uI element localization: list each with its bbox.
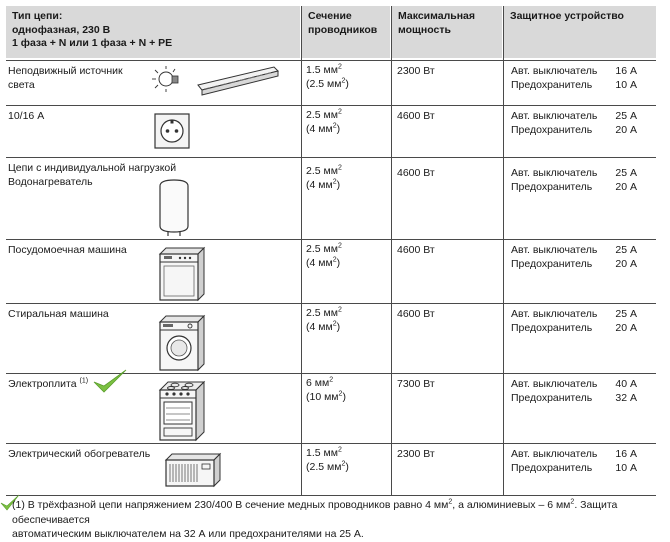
fuse-value: 20 А <box>615 258 637 271</box>
row-name-line1: Стиральная машина <box>8 308 109 320</box>
header-max-power-line2: мощность <box>398 23 451 36</box>
header-cross-section <box>302 6 390 58</box>
row-name-line2: Водонагреватель <box>8 176 93 189</box>
section-exponent: 2 <box>337 63 342 71</box>
footnote <box>12 498 652 542</box>
fuse-value: 20 А <box>615 322 637 335</box>
row-name-line2: света <box>8 79 35 92</box>
footnote-text-line2: автоматическим выключателем на 32 А или предохранителями на 25 А. <box>12 528 364 541</box>
electric-stove-icon <box>158 380 208 446</box>
row-name <box>8 243 158 257</box>
breaker-value: 16 А <box>615 448 637 460</box>
section-exponent: 2 <box>337 108 342 116</box>
header-circuit-type-line1: Тип цепи: <box>12 10 63 22</box>
breaker-label: Авт. выключатель <box>511 378 598 390</box>
row-name <box>8 447 158 461</box>
row-max-power: 4600 Вт <box>397 110 435 122</box>
header-cross-section-line2: проводников <box>308 23 378 36</box>
section-close: ) <box>336 321 341 334</box>
breaker-label: Авт. выключатель <box>511 110 598 122</box>
section-alt-value: (10 мм <box>306 391 339 404</box>
header-max-power <box>392 6 502 58</box>
row-name-line1: Неподвижный источник <box>8 65 123 77</box>
fuse-value: 20 А <box>615 181 637 194</box>
row-cross-section <box>306 376 390 404</box>
fuse-label: Предохранитель <box>511 124 593 137</box>
table-row <box>6 60 656 106</box>
section-alt-value: (4 мм <box>306 123 333 136</box>
header-circuit-type-line3: 1 фаза + N или 1 фаза + N + PE <box>12 37 173 50</box>
section-close: ) <box>345 78 349 91</box>
footnote-exponent: 2 <box>570 498 575 506</box>
row-max-power: 2300 Вт <box>397 65 435 77</box>
water-heater-icon <box>156 178 192 240</box>
row-name <box>8 64 158 92</box>
section-exponent: 2 <box>337 446 342 454</box>
washing-machine-icon <box>158 314 208 376</box>
row-cross-section <box>306 63 390 91</box>
socket-icon <box>153 112 193 156</box>
footnote-exponent: 2 <box>448 498 453 506</box>
fuse-label: Предохранитель <box>511 322 593 335</box>
section-close: ) <box>345 461 349 474</box>
table-row <box>6 303 656 374</box>
breaker-value: 16 А <box>615 65 637 77</box>
fuse-label: Предохранитель <box>511 79 593 92</box>
section-exponent: 2 <box>332 320 337 328</box>
section-alt-value: (4 мм <box>306 179 333 192</box>
fuse-label: Предохранитель <box>511 181 593 194</box>
fuse-label: Предохранитель <box>511 392 593 405</box>
fuse-value: 32 А <box>615 392 637 405</box>
section-value: 1.5 мм <box>306 64 338 76</box>
table-row <box>6 373 656 444</box>
row-protection <box>511 377 637 405</box>
checkmark-icon <box>92 368 128 400</box>
row-protection <box>511 307 637 335</box>
footnote-text-part3: . Защита обеспечивается <box>12 499 618 526</box>
section-alt-value: (2.5 мм <box>306 78 342 91</box>
section-value: 6 мм <box>306 377 330 389</box>
header-max-power-line1: Максимальная <box>398 10 476 22</box>
breaker-label: Авт. выключатель <box>511 244 598 256</box>
table-row <box>6 157 656 240</box>
breaker-value: 25 А <box>615 110 637 122</box>
row-name-line1: Посудомоечная машина <box>8 244 127 256</box>
header-circuit-type-line2: однофазная, 230 В <box>12 23 111 36</box>
row-cross-section <box>306 242 390 270</box>
section-value: 2.5 мм <box>306 307 338 319</box>
row-protection <box>511 243 637 271</box>
table-row <box>6 239 656 304</box>
row-name <box>8 109 158 123</box>
row-name-line1: Электрический обогреватель <box>8 448 151 460</box>
row-max-power: 7300 Вт <box>397 378 435 390</box>
breaker-value: 25 А <box>615 167 637 179</box>
table-bottom-rule <box>6 495 656 496</box>
fuse-label: Предохранитель <box>511 258 593 271</box>
section-value: 2.5 мм <box>306 165 338 177</box>
row-name-line1: 10/16 А <box>8 110 45 122</box>
fuse-label: Предохранитель <box>511 462 593 475</box>
row-protection <box>511 64 637 92</box>
row-protection <box>511 447 637 475</box>
header-protection-device <box>504 6 656 58</box>
section-alt-value: (4 мм <box>306 257 333 270</box>
row-name <box>8 307 158 321</box>
footnote-reference: (1) <box>79 377 89 385</box>
wiring-table <box>6 6 656 496</box>
section-close: ) <box>336 257 341 270</box>
row-name-line1: Цепи с индивидуальной нагрузкой <box>8 162 177 174</box>
light-fixture-icon <box>146 63 286 107</box>
section-exponent: 2 <box>338 390 343 398</box>
section-exponent: 2 <box>329 376 334 384</box>
section-exponent: 2 <box>332 178 337 186</box>
breaker-value: 25 А <box>615 308 637 320</box>
breaker-label: Авт. выключатель <box>511 448 598 460</box>
header-protection-device-label: Защитное устройство <box>510 10 624 22</box>
footnote-text-part1: (1) В трёхфазной цепи напряжением 230/400 В сечение медных проводников равно 4 мм <box>12 499 449 511</box>
section-value: 2.5 мм <box>306 109 338 121</box>
section-close: ) <box>336 123 341 136</box>
breaker-label: Авт. выключатель <box>511 167 598 179</box>
section-exponent: 2 <box>332 256 337 264</box>
row-cross-section <box>306 108 390 136</box>
fuse-value: 10 А <box>615 462 637 475</box>
table-row <box>6 105 656 158</box>
fuse-value: 20 А <box>615 124 637 137</box>
breaker-value: 40 А <box>615 378 637 390</box>
breaker-label: Авт. выключатель <box>511 65 598 77</box>
row-name <box>8 377 158 391</box>
row-max-power: 2300 Вт <box>397 448 435 460</box>
row-protection <box>511 109 637 137</box>
electric-heater-icon <box>164 452 222 494</box>
row-protection <box>511 166 637 194</box>
section-value: 2.5 мм <box>306 243 338 255</box>
section-close: ) <box>336 179 341 192</box>
header-cross-section-line1: Сечение <box>308 10 352 22</box>
section-exponent: 2 <box>341 77 346 85</box>
row-max-power: 4600 Вт <box>397 308 435 320</box>
row-cross-section <box>306 446 390 474</box>
section-alt-value: (2.5 мм <box>306 461 342 474</box>
section-exponent: 2 <box>337 242 342 250</box>
row-max-power: 4600 Вт <box>397 167 435 179</box>
fuse-value: 10 А <box>615 79 637 92</box>
footnote-text-part2: , а алюминиевых – 6 мм <box>452 499 571 511</box>
header-circuit-type <box>6 6 300 58</box>
section-exponent: 2 <box>337 164 342 172</box>
section-exponent: 2 <box>337 306 342 314</box>
table-row <box>6 443 656 496</box>
section-close: ) <box>342 391 346 404</box>
row-max-power: 4600 Вт <box>397 244 435 256</box>
section-value: 1.5 мм <box>306 447 338 459</box>
section-alt-value: (4 мм <box>306 321 333 334</box>
row-cross-section <box>306 306 390 334</box>
section-exponent: 2 <box>341 460 346 468</box>
dishwasher-icon <box>158 246 208 306</box>
section-exponent: 2 <box>332 122 337 130</box>
row-cross-section <box>306 164 390 192</box>
row-name-line1: Электроплита <box>8 378 77 390</box>
breaker-label: Авт. выключатель <box>511 308 598 320</box>
breaker-value: 25 А <box>615 244 637 256</box>
